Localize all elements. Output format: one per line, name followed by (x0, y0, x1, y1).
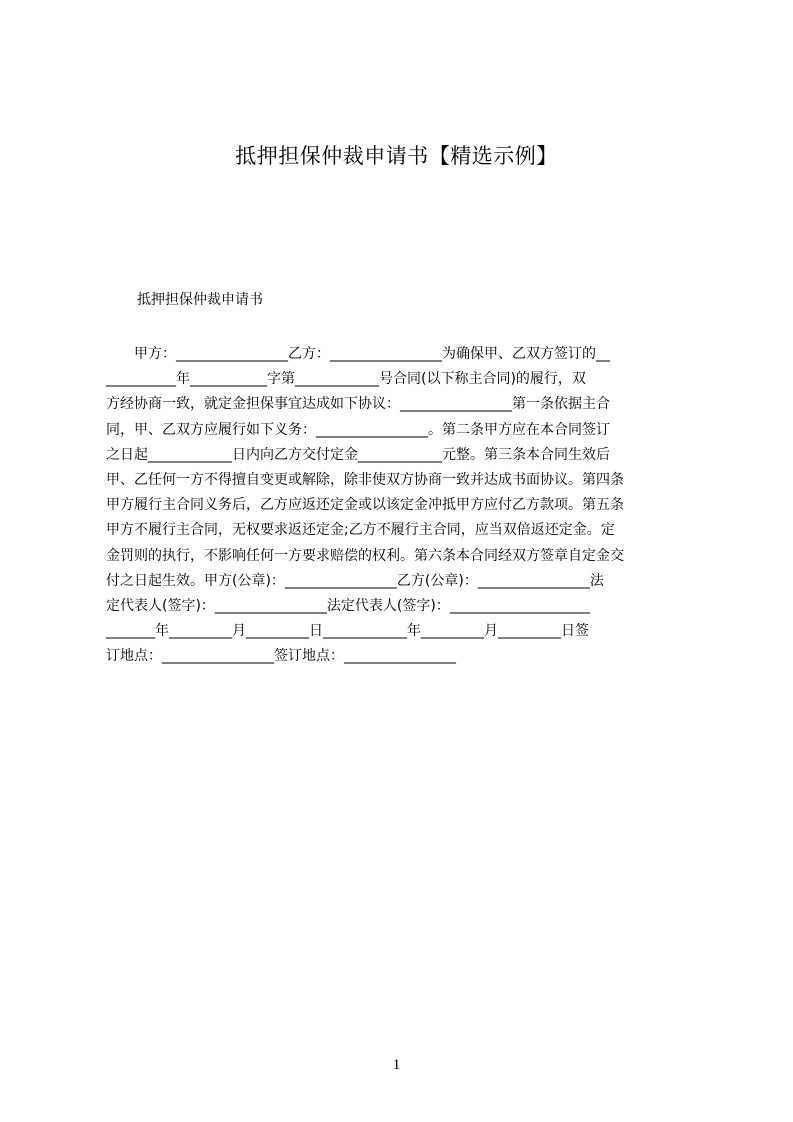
body-line: _______年_________月_________日____________年_________月_________日签 (106, 623, 589, 640)
body-line: 甲方履行主合同义务后，乙方应返还定金或以该定金冲抵甲方应付乙方款项。第五条 (106, 497, 624, 514)
agreement-body (106, 342, 700, 669)
body-line: 甲、乙任何一方不得擅自变更或解除，除非使双方协商一致并达成书面协议。第四条 (106, 471, 624, 488)
body-line: 方经协商一致，就定金担保事宜达成如下协议：________________第一条依据主合 (106, 396, 610, 413)
body-line: 定代表人(签字)：________________法定代表人(签字)：____________________ (106, 597, 590, 614)
body-line: 之日起____________日内向乙方交付定金____________元整。第三条本合同生效后 (106, 446, 610, 463)
body-line: 甲方：________________乙方：________________为确保甲、乙双方签订的__ (106, 346, 610, 362)
body-line: 同，甲、乙双方应履行如下义务：________________。第二条甲方应在本合同签订 (106, 421, 610, 438)
page-number: 1 (392, 1057, 401, 1073)
document-subtitle: 抵押担保仲裁申请书 (137, 292, 263, 308)
body-line: 付之日起生效。甲方(公章)：________________乙方(公章)：________________法 (106, 572, 604, 589)
body-line: 金罚则的执行，不影响任何一方要求赔偿的权利。第六条本合同经双方签章自定金交 (106, 547, 624, 564)
body-line: __________年___________字第____________号合同(以下称主合同)的履行，双 (106, 371, 586, 388)
body-line: 订地点：________________签订地点：________________ (106, 648, 456, 665)
body-line: 甲方不履行主合同，无权要求返还定金;乙方不履行主合同，应当双倍返还定金。定 (106, 522, 615, 539)
document-title: 抵押担保仲裁申请书【精选示例】 (235, 144, 558, 168)
